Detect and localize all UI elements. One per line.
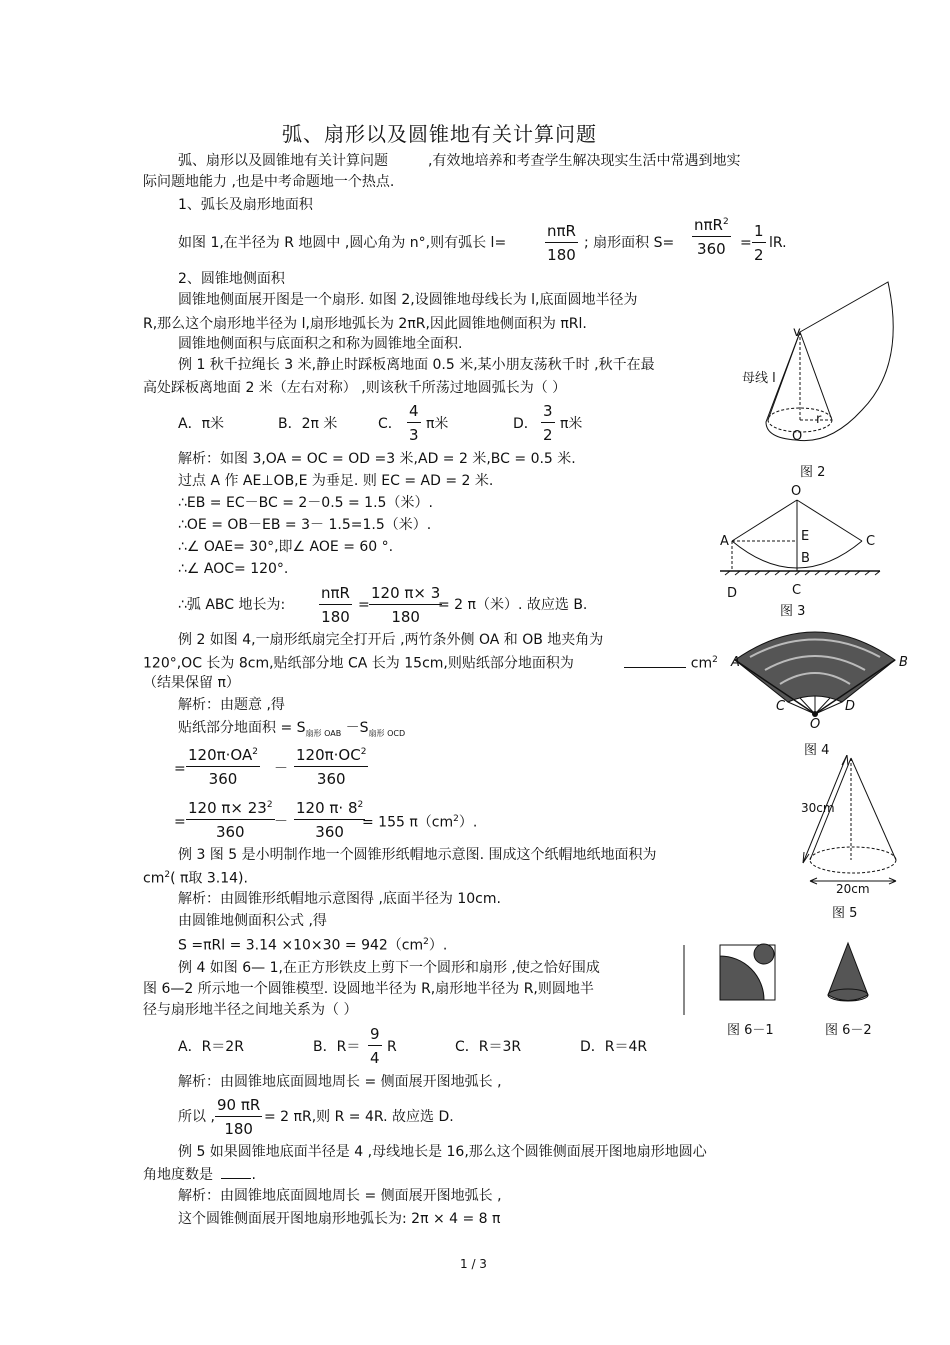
figure-2-cone-sector — [740, 280, 900, 455]
half-fraction — [752, 224, 766, 263]
example-2-line-1: 例 2 如图 4,一扇形纸扇完全打开后 ,两竹条外侧 OA 和 OB 地夹角为 — [178, 632, 604, 648]
fan-point-o-label: O — [810, 717, 821, 732]
minus-sign: － — [274, 814, 288, 830]
example-1-option-c-tail: π米 — [426, 416, 449, 432]
intro-line-1a: 弧、扇形以及圆锥地有关计算问题 — [178, 153, 388, 169]
intro-line-2: 际问题地能力 ,也是中考命题地一个热点. — [143, 174, 395, 190]
half-numerator: 1 — [752, 224, 766, 243]
section-2-line-3: 圆锥地侧面积与底面积之和称为圆锥地全面积. — [178, 336, 463, 352]
area-fraction-2-denominator: 360 — [316, 770, 346, 788]
figure-2-center-label: O — [792, 429, 803, 444]
equals-sign: = — [174, 761, 186, 777]
area-fraction-4-denominator: 360 — [315, 823, 344, 841]
example-5-line-2-end: . — [251, 1167, 256, 1183]
area-fraction-3-denominator: 360 — [215, 823, 245, 841]
example-3-solution-3-text: S =πRl = 3.14 ×10×30 = 942（cm — [178, 937, 424, 954]
example-2-line-3: （结果保留 π） — [143, 675, 240, 691]
example-3-solution-3 — [178, 938, 447, 953]
figure-5-cone — [795, 755, 905, 890]
example-2-unit: cm — [690, 655, 713, 672]
area-fraction-2 — [294, 748, 368, 787]
option-b-numerator: 9 — [368, 1027, 382, 1046]
example-4-solution-1: 解析：由圆锥地底面圆地周长 = 侧面展开图地弧长 , — [178, 1074, 502, 1090]
area-fraction-1-numerator-text: 120π·OA — [188, 746, 253, 764]
figure-3-caption: 图 3 — [780, 604, 806, 619]
figure-3-swing — [715, 495, 885, 585]
exponent: 2 — [360, 747, 367, 757]
arc-abc-fraction-1 — [319, 586, 352, 625]
arc-length-denominator: 180 — [547, 246, 576, 264]
answer-blank — [221, 1178, 251, 1179]
example-2-solution-2a: 贴纸部分地面积 = S — [178, 720, 306, 736]
example-1-option-d-tail: π米 — [560, 416, 583, 432]
figure-2-caption: 图 2 — [800, 465, 826, 480]
arc-length-fraction — [545, 224, 578, 263]
small-circle — [754, 944, 774, 964]
area-fraction-4-numerator-text: 120 π· 8 — [296, 799, 358, 817]
cone-right-edge — [800, 332, 832, 420]
example-3-line-1: 例 3 图 5 是小明制作地一个圆锥形纸帽地示意图. 围成这个纸帽地纸地面积为 — [178, 847, 657, 863]
cone-model-body — [828, 943, 868, 1001]
section-1-heading: 1、弧长及扇形地面积 — [178, 197, 313, 213]
half-denominator: 2 — [754, 246, 764, 264]
unit-exponent: 2 — [423, 937, 429, 947]
sector-area-exponent: 2 — [722, 217, 729, 227]
exponent: 2 — [266, 800, 273, 810]
example-4-option-b: B．R＝ — [313, 1039, 361, 1055]
intro-line-1b: ,有效地培养和考查学生解决现实生活中常遇到地实 — [428, 153, 741, 169]
fan-point-c-label: C — [776, 699, 786, 714]
area-fraction-3-numerator — [186, 801, 275, 820]
example-1-solution-1: 解析：如图 3,OA = OC = OD =3 米,AD = 2 米,BC = 0.5 米. — [178, 451, 576, 467]
sector-oab-subscript: 扇形 OAB — [305, 728, 342, 738]
figure-6-1-square-sheet — [680, 940, 780, 1020]
page-title: 弧、扇形以及圆锥地有关计算问题 — [282, 122, 597, 146]
slant-height-label: 30cm — [801, 801, 835, 815]
example-2-result-tail: ）. — [458, 814, 478, 831]
fan-point-b-label: B — [899, 655, 908, 670]
answer-blank — [624, 667, 686, 668]
example-1-option-d: D． — [513, 416, 538, 432]
point-c-label: C — [866, 534, 876, 549]
figure-2-radius-label: r — [816, 412, 822, 427]
area-fraction-3-numerator-text: 120 π× 23 — [188, 799, 267, 817]
point-o-label: O — [791, 484, 802, 499]
example-2-result-text: = 155 π（cm — [362, 814, 454, 831]
example-4-option-c: C．R＝3R — [455, 1039, 522, 1055]
example-1-solution-5: ∴∠ OAE= 30°,即∠ AOE = 60 °. — [178, 539, 394, 555]
example-4-solution-2: 所以 , — [178, 1109, 215, 1125]
point-a-label: A — [720, 534, 729, 549]
section-1-mid: ; 扇形面积 S= — [584, 235, 675, 251]
figure-2-generatrix-label: 母线 l — [742, 371, 776, 386]
sector-area-denominator: 360 — [697, 240, 726, 258]
figure-6-2-cone-model — [822, 940, 872, 1005]
unit-exponent: 2 — [712, 655, 718, 665]
option-c-numerator: 4 — [407, 404, 421, 423]
base-diameter-label: 20cm — [836, 882, 870, 896]
figure-6-2-caption: 图 6－2 — [825, 1023, 872, 1038]
area-fraction-2-numerator — [294, 748, 368, 767]
area-fraction-1 — [186, 748, 260, 787]
area-fraction-4-numerator — [294, 801, 365, 820]
area-fraction-2-numerator-text: 120π·OC — [296, 746, 361, 764]
example-2-line-2 — [143, 656, 718, 671]
exponent: 2 — [357, 800, 364, 810]
example-2-solution-2c: －S — [345, 720, 369, 736]
example-4-line-3: 径与扇形地半径之间地关系为（ ） — [143, 1002, 358, 1018]
cone-radius-denominator: 180 — [224, 1120, 253, 1138]
area-fraction-4 — [294, 801, 365, 840]
fan-point-d-label: D — [845, 699, 856, 714]
point-c-bottom-label: C — [792, 583, 802, 598]
option-d-numerator: 3 — [541, 404, 555, 423]
example-3-solution-1: 解析：由圆锥形纸帽地示意图得 ,底面半径为 10cm. — [178, 891, 501, 907]
section-1-tail: lR. — [769, 235, 787, 251]
example-5-line-2-text: 角地度数是 — [143, 1167, 213, 1183]
example-1-solution-2: 过点 A 作 AE⊥OB,E 为垂足. 则 EC = AD = 2 米. — [178, 473, 494, 489]
example-4-option-b-tail: R — [387, 1039, 397, 1055]
example-4-line-2: 图 6—2 所示地一个圆锥模型. 设圆地半径为 R,扇形地半径为 R,则圆地半 — [143, 981, 594, 997]
figure-4-fan — [730, 622, 905, 722]
figure-4-caption: 图 4 — [804, 743, 830, 758]
area-fraction-3 — [186, 801, 275, 840]
point-d-label: D — [727, 586, 738, 601]
example-3-pi-note: ( π取 3.14). — [170, 870, 248, 887]
figure-2-vertex-label: v — [793, 325, 801, 340]
arc-abc-fraction-2-numerator: 120 π× 3 — [369, 586, 442, 605]
example-1-line-2: 高处踩板离地面 2 米（左右对称） ,则该秋千所荡过地圆弧长为（ ） — [143, 380, 567, 396]
example-2-solution-2 — [178, 721, 405, 738]
example-3-unit: cm — [143, 870, 165, 887]
area-fraction-1-denominator: 360 — [208, 770, 238, 788]
point-e-label: E — [801, 529, 810, 544]
example-3-solution-2: 由圆锥地侧面积公式 ,得 — [178, 913, 327, 929]
example-3-solution-3-tail: ）. — [428, 937, 448, 954]
arc-abc-fraction-2-denominator: 180 — [391, 608, 420, 626]
section-1-text: 如图 1,在半径为 R 地圆中 ,圆心角为 n°,则有弧长 l= — [178, 235, 507, 251]
example-5-line-1: 例 5 如果圆锥地底面半径是 4 ,母线地长是 16,那么这个圆锥侧面展开图地扇形地圆心 — [178, 1144, 707, 1160]
figure-5-caption: 图 5 — [832, 906, 858, 921]
example-4-line-1: 例 4 如图 6— 1,在正方形铁皮上剪下一个圆形和扇形 ,使之恰好围成 — [178, 960, 600, 976]
option-b-fraction — [368, 1027, 382, 1066]
sector-area-fraction — [692, 218, 731, 257]
fan-point-a-label: A — [731, 655, 740, 670]
example-5-solution-2: 这个圆锥侧面展开图地扇形地弧长为: 2π × 4 = 8 π — [178, 1211, 501, 1227]
point-b-label: B — [801, 551, 810, 566]
section-2-line-2: R,那么这个扇形地半径为 l,扇形地弧长为 2πR,因此圆锥地侧面积为 πRl. — [143, 316, 587, 332]
cone-radius-numerator: 90 πR — [215, 1098, 262, 1117]
fan-paper — [735, 632, 895, 702]
slant-arrow-bottom — [803, 852, 809, 863]
option-b-denominator: 4 — [370, 1049, 380, 1067]
exponent: 2 — [453, 814, 459, 824]
arc-abc-fraction-1-numerator: nπR — [319, 586, 352, 605]
example-5-line-2 — [143, 1168, 256, 1182]
section-2-line-1: 圆锥地侧面展开图是一个扇形. 如图 2,设圆锥地母线长为 l,底面圆地半径为 — [178, 292, 638, 308]
sector-area-numerator-text: nπR — [694, 216, 723, 234]
example-4-option-d: D．R＝4R — [580, 1039, 648, 1055]
arc-abc-fraction-2 — [369, 586, 442, 625]
equals-sign: = — [174, 814, 186, 830]
example-1-line-1: 例 1 秋千拉绳长 3 米,静止时踩板离地面 0.5 米,某小朋友荡秋千时 ,秋千在最 — [178, 357, 655, 373]
rope-oa — [732, 500, 797, 541]
example-1-option-b: B．2π 米 — [278, 416, 338, 432]
arc-abc-fraction-1-denominator: 180 — [321, 608, 350, 626]
equals-sign: = — [358, 597, 370, 613]
example-5-solution-1: 解析：由圆锥地底面圆地周长 = 侧面展开图地弧长 , — [178, 1188, 502, 1204]
example-1-solution-3: ∴EB = EC－BC = 2－0.5 = 1.5（米）. — [178, 495, 433, 511]
option-d-fraction — [541, 404, 555, 443]
sector-area-numerator — [692, 218, 731, 237]
option-d-denominator: 2 — [543, 426, 553, 444]
example-3-line-2 — [143, 871, 248, 886]
cone-radius-fraction — [215, 1098, 262, 1137]
example-1-solution-7: ∴弧 ABC 地长为: — [178, 597, 286, 613]
example-2-line-2-text: 120°,OC 长为 8cm,贴纸部分地 CA 长为 15cm,则贴纸部分地面积为 — [143, 655, 574, 672]
cone-base — [810, 847, 896, 873]
minus-sign: － — [274, 761, 288, 777]
sector-ocd-subscript: 扇形 OCD — [368, 728, 406, 738]
example-4-solution-2-tail: = 2 πR,则 R = 4R. 故应选 D. — [264, 1109, 454, 1125]
arc-length-numerator: nπR — [545, 224, 578, 243]
example-2-solution-1: 解析：由题意 ,得 — [178, 697, 285, 713]
unfolded-sector-shape — [766, 282, 893, 444]
option-c-denominator: 3 — [409, 426, 419, 444]
example-1-solution-7-tail: = 2 π（米）. 故应选 B. — [438, 597, 588, 613]
page-number: 1 / 3 — [460, 1257, 487, 1271]
exponent: 2 — [252, 747, 258, 757]
example-1-solution-6: ∴∠ AOC= 120°. — [178, 561, 289, 577]
equals-sign: = — [740, 235, 752, 251]
example-1-option-c: C． — [378, 416, 402, 432]
unit-exponent: 2 — [164, 870, 171, 880]
section-2-heading: 2、圆锥地侧面积 — [178, 271, 285, 287]
option-c-fraction — [407, 404, 421, 443]
cone-right-edge — [851, 758, 896, 860]
example-4-option-a: A．R＝2R — [178, 1039, 244, 1055]
example-1-option-a: A．π米 — [178, 416, 225, 432]
figure-6-1-caption: 图 6－1 — [727, 1023, 774, 1038]
example-2-result — [362, 815, 477, 830]
example-1-solution-4: ∴OE = OB－EB = 3－ 1.5=1.5（米）. — [178, 517, 432, 533]
area-fraction-1-numerator — [186, 748, 260, 767]
